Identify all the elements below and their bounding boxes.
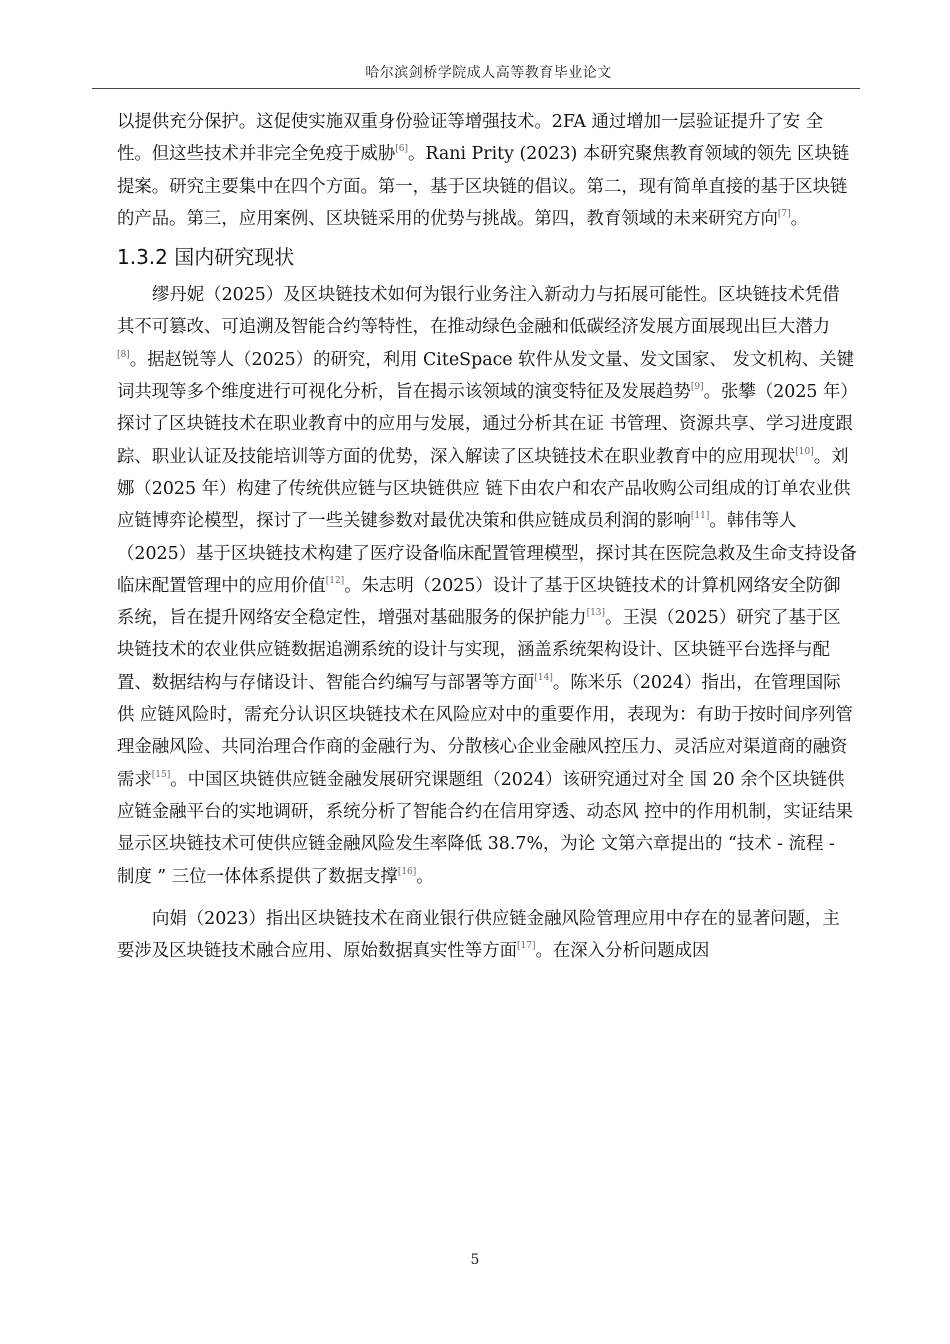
citation-ref[interactable]: [13] bbox=[586, 608, 606, 619]
citation-ref[interactable]: [16] bbox=[397, 866, 417, 877]
page-number: 5 bbox=[470, 1252, 480, 1268]
section-heading: 1.3.2 国内研究现状 bbox=[117, 245, 295, 270]
citation-ref[interactable]: [11] bbox=[690, 511, 710, 522]
citation-ref[interactable]: [15] bbox=[151, 769, 171, 780]
paragraph-continued: 以提供充分保护。这促使实施双重身份验证等增强技术。2FA 通过增加一层验证提升了安 全性。但这些技术并非完全免疫于威胁[6]。Rani Prity (2023) 本研究聚焦教育领域的领先 区块链提案。研究主要集中在四个方面。第一，基于区块链的倡议。第二，现有简单直接的基于区块链的产品。第三，应用案例、区块链采用的优势与挑战。第四，教育领域的未来研究方向[7]。 bbox=[117, 112, 850, 229]
citation-ref[interactable]: [8] bbox=[117, 349, 130, 360]
page-body bbox=[117, 106, 857, 967]
running-header: 哈尔滨剑桥学院成人高等教育毕业论文 bbox=[365, 65, 612, 81]
citation-ref[interactable]: [17] bbox=[517, 941, 536, 952]
citation-ref[interactable]: [6] bbox=[395, 144, 409, 155]
citation-ref[interactable]: [7] bbox=[777, 208, 791, 219]
citation-ref[interactable]: [14] bbox=[534, 672, 553, 683]
citation-ref[interactable]: [10] bbox=[795, 446, 814, 457]
paragraph-xiang-juan: 向娟（2023）指出区块链技术在商业银行供应链金融风险管理应用中存在的显著问题，主要涉及区块链技术融合应用、原始数据真实性等方面[17]。在深入分析问题成因 bbox=[117, 908, 840, 962]
paragraph-domestic-research: 缪丹妮（2025）及区块链技术如何为银行业务注入新动力与拓展可能性。区块链技术凭借其不可篡改、可追溯及智能合约等特性，在推动绿色金融和低碳经济发展方面展现出巨大潜力[8]。据赵锐等人（2025）的研究，利用 CiteSpace 软件从发文量、发文国家、 发文机构、关键词共现等多个维度进行可视化分析，旨在揭示该领域的演变特征及发展趋势[9]。张攀（2025 年）探讨了区块链技术在职业教育中的应用与发展，通过分析其在证 书管理、资源共享、学习进度跟踪、职业认证及技能培训等方面的优势，深入解读了区块链技术在职业教育中的应用现状[10]。刘娜（2025 年）构建了传统供应链与区块链供应 链下由农户和农产品收购公司组成的订单农业供应链博弈论模型，探讨了一些关键参数对最优决策和供应链成员利润的影响[11]。韩伟等人（2025）基于区块链技术构建了医疗设备临床配置管理模型，探讨其在医院急救及生命支持设备临床配置管理中的应用价值[12]。朱志明（2025）设计了基于区块链技术的计算机网络安全防御系统，旨在提升网络安全稳定性，增强对基础服务的保护能力[13]。王淏（2025）研究了基于区块链技术的农业供应链数据追溯系统的设计与实现，涵盖系统架构设计、区块链平台选择与配置、数据结构与存储设计、智能合约编写与部署等方面[14]。陈米乐（2024）指出，在管理国际供 应链风险时，需充分认识区块链技术在风险应对中的重要作用，表现为：有助于按时间序列管理金融风险、共同治理合作商的金融行为、分散核心企业金融风控压力、灵活应对渠道商的融资需求[15]。中国区块链供应链金融发展研究课题组（2024）该研究通过对全 国 20 余个区块链供应链金融平台的实地调研，系统分析了智能合约在信用穿透、动态风 控中的作用机制，实证结果显示区块链技术可使供应链金融风险发生率降低 38.7%，为论 文第六章提出的 “技术 - 流程 - 制度 ” 三位一体体系提供了数据支撑[16]。 bbox=[117, 285, 857, 887]
citation-ref[interactable]: [9] bbox=[690, 382, 704, 393]
citation-ref[interactable]: [12] bbox=[325, 575, 345, 586]
header-rule bbox=[92, 88, 860, 89]
